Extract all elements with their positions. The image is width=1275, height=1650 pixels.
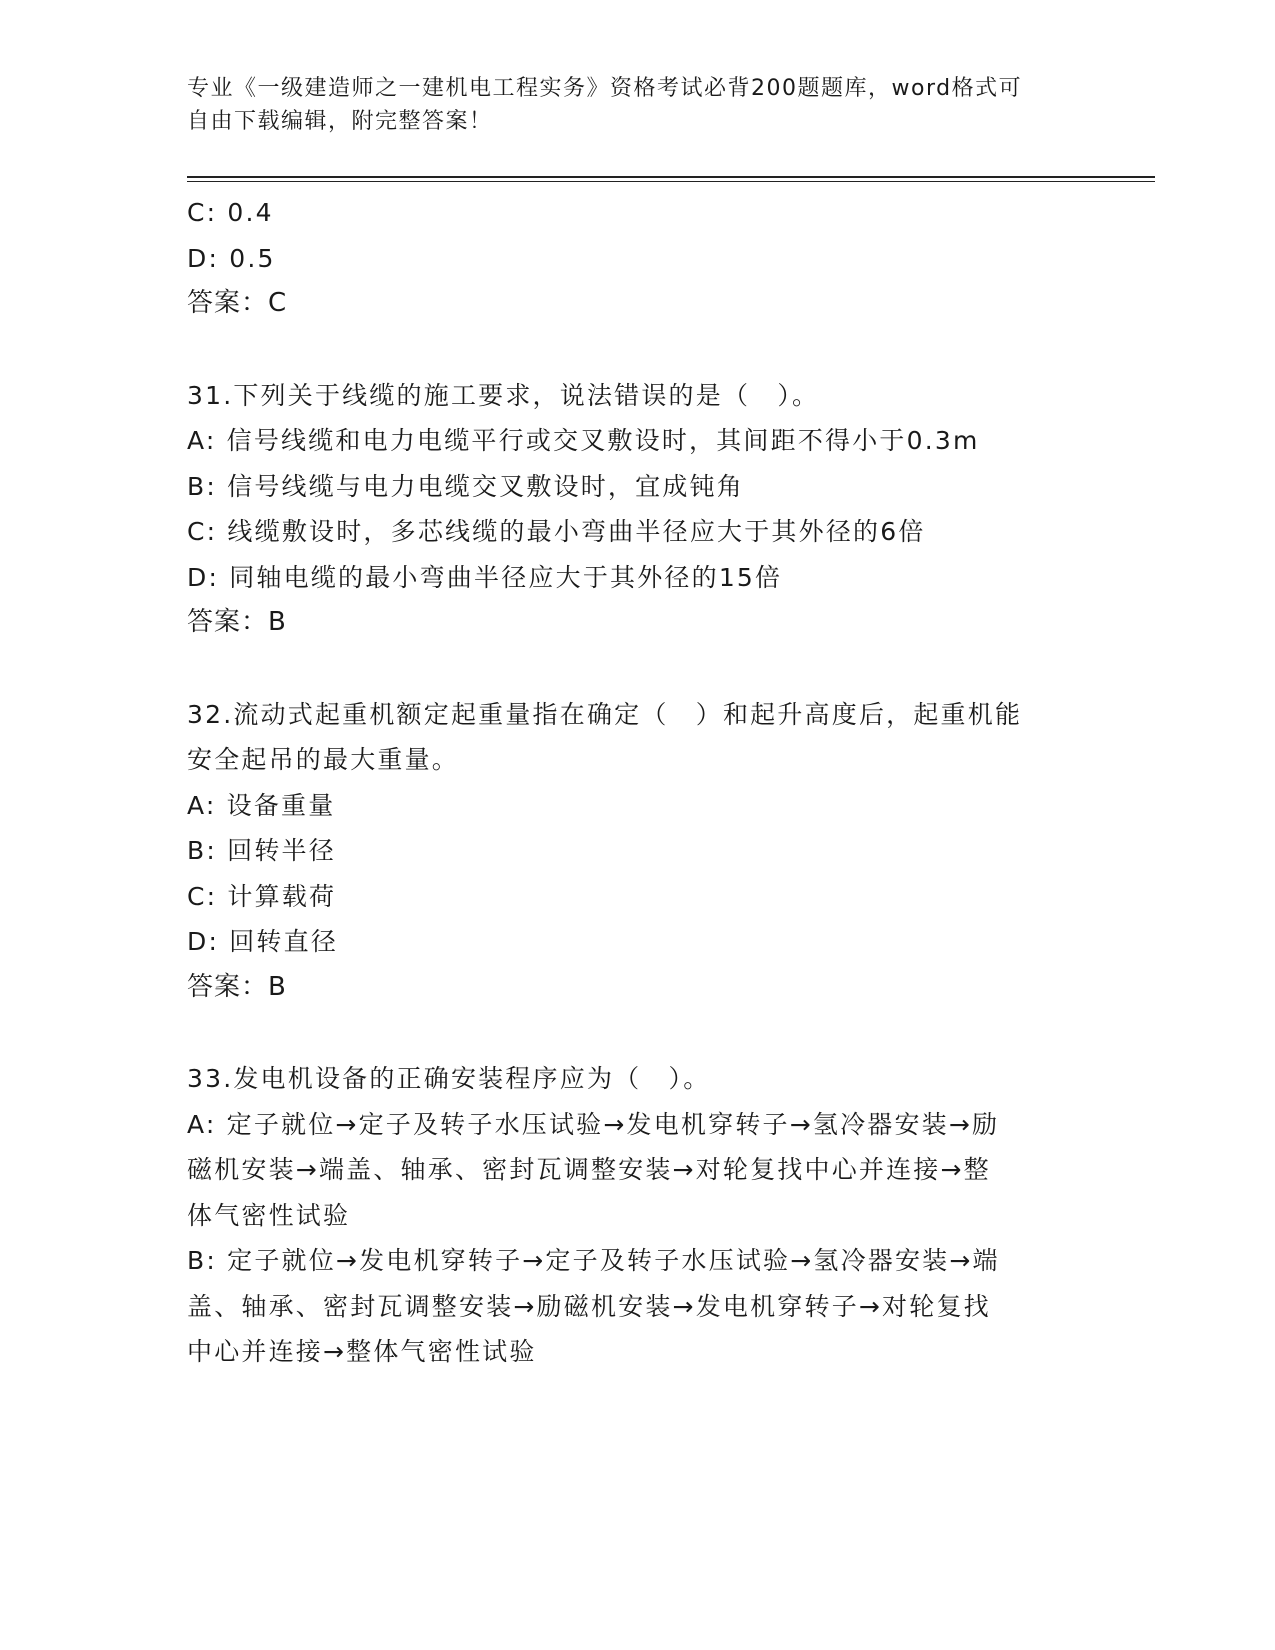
option-a: A: 设备重量: [187, 790, 336, 820]
spacer: [187, 1010, 1087, 1056]
option-a-line-1: A: 定子就位→定子及转子水压试验→发电机穿转子→氢冷器安装→励: [187, 1109, 1000, 1139]
question-stem-line-2: 安全起吊的最大重量。: [187, 745, 460, 774]
option-b: B: 信号线缆与电力电缆交叉敷设时，宜成钝角: [187, 471, 744, 501]
question-33: [187, 1056, 1087, 1375]
answer: 答案：C: [187, 288, 288, 318]
option-a-line-2: 磁机安装→端盖、轴承、密封瓦调整安装→对轮复找中心并连接→整: [187, 1155, 991, 1184]
option-c: C: 计算载荷: [187, 881, 337, 911]
option-b-line-1: B: 定子就位→发电机穿转子→定子及转子水压试验→氢冷器安装→端: [187, 1246, 1000, 1275]
option-d: D: 回转直径: [187, 927, 339, 956]
question-32: [187, 692, 1087, 1011]
question-stem: 33.发电机设备的正确安装程序应为（ ）。: [187, 1064, 711, 1093]
option-a: A: 信号线缆和电力电缆平行或交叉敷设时，其间距不得小于0.3m: [187, 426, 980, 455]
question-content: [187, 190, 1087, 1375]
question-stem: 31.下列关于线缆的施工要求，说法错误的是（ ）。: [187, 380, 820, 410]
question-stem-line-1: 32.流动式起重机额定起重量指在确定（ ）和起升高度后，起重机能: [187, 699, 1023, 729]
option-c: C: 线缆敷设时，多芯线缆的最小弯曲半径应大于其外径的6倍: [187, 517, 926, 546]
option-a-line-3: 体气密性试验: [187, 1200, 351, 1230]
option-b: B: 回转半径: [187, 836, 336, 865]
option-d: D: 0.5: [187, 243, 276, 273]
answer: 答案：B: [187, 971, 287, 1002]
question-30-tail: [187, 190, 1087, 327]
spacer: [187, 327, 1087, 373]
header-divider: [187, 176, 1155, 182]
page-header: [187, 72, 1087, 138]
spacer: [187, 646, 1087, 692]
answer: 答案：B: [187, 607, 287, 637]
question-31: [187, 373, 1087, 646]
option-d: D: 同轴电缆的最小弯曲半径应大于其外径的15倍: [187, 562, 783, 592]
header-title-line-2: 自由下载编辑，附完整答案！: [187, 109, 493, 134]
header-title-line-1: 专业《一级建造师之一建机电工程实务》资格考试必背200题题库，word格式可: [187, 76, 1023, 101]
option-c: C: 0.4: [187, 198, 274, 227]
option-b-line-3: 中心并连接→整体气密性试验: [187, 1337, 537, 1366]
option-b-line-2: 盖、轴承、密封瓦调整安装→励磁机安装→发电机穿转子→对轮复找: [187, 1291, 991, 1321]
